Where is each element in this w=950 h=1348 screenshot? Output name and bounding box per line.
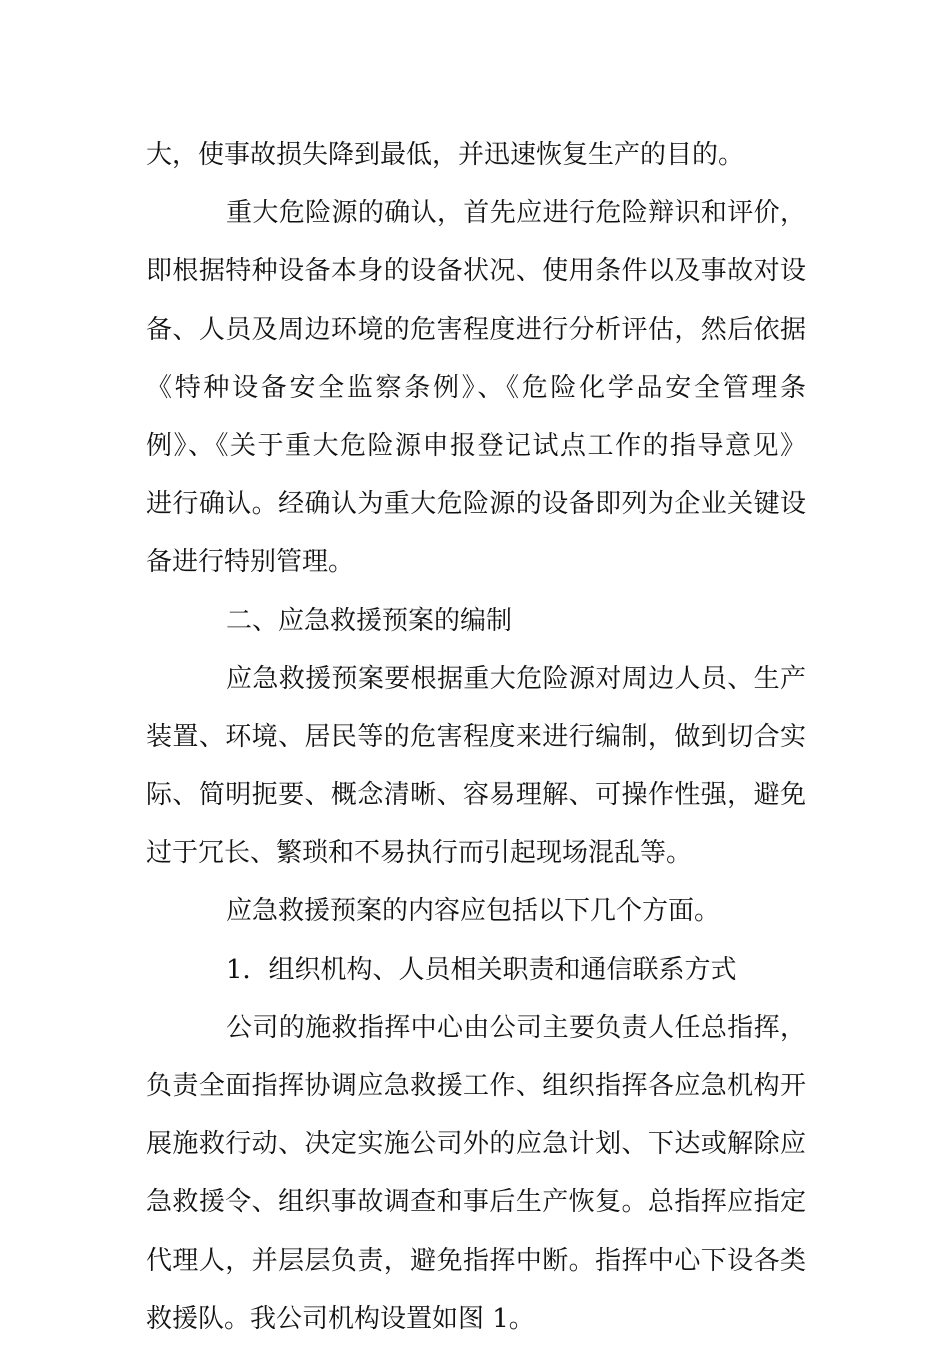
text-line: 装置、环境、居民等的危害程度来进行编制，做到切合实 (146, 721, 806, 752)
text-line: 际、简明扼要、概念清晰、容易理解、可操作性强，避免 (146, 780, 806, 811)
paragraph-first-line: 应急救援预案的内容应包括以下几个方面。 (226, 896, 721, 927)
text-line: 进行确认。经确认为重大危险源的设备即列为企业关键设 (146, 489, 806, 520)
paragraph-first-line: 公司的施救指挥中心由公司主要负责人任总指挥， (226, 1012, 806, 1043)
text-line: 救援队。我公司机构设置如图 1。 (146, 1303, 535, 1334)
subsection-heading: 1．组织机构、人员相关职责和通信联系方式 (226, 954, 737, 985)
text-line: 过于冗长、繁琐和不易执行而引起现场混乱等。 (146, 838, 693, 869)
text-line: 备、人员及周边环境的危害程度进行分析评估，然后依据 (146, 314, 806, 345)
text-line: 《特种设备安全监察条例》、《危险化学品安全管理条 (146, 372, 806, 403)
paragraph-first-line: 重大危险源的确认，首先应进行危险辩识和评价， (226, 198, 806, 229)
text-line: 即根据特种设备本身的设备状况、使用条件以及事故对设 (146, 256, 806, 287)
section-heading: 二、应急救援预案的编制 (226, 605, 513, 636)
text-line: 例》、《关于重大危险源申报登记试点工作的指导意见》 (146, 430, 806, 461)
body-text (146, 126, 806, 1348)
text-line: 负责全面指挥协调应急救援工作、组织指挥各应急机构开 (146, 1071, 806, 1101)
text-line: 急救援令、组织事故调查和事后生产恢复。总指挥应指定 (146, 1187, 806, 1218)
text-line: 备进行特别管理。 (146, 547, 355, 578)
paragraph-first-line: 应急救援预案要根据重大危险源对周边人员、生产 (226, 663, 806, 694)
text-line: 大，使事故损失降到最低，并迅速恢复生产的目的。 (146, 140, 745, 170)
text-line: 展施救行动、决定实施公司外的应急计划、下达或解除应 (146, 1129, 806, 1160)
text-line: 代理人，并层层负责，避免指挥中断。指挥中心下设各类 (146, 1245, 806, 1276)
